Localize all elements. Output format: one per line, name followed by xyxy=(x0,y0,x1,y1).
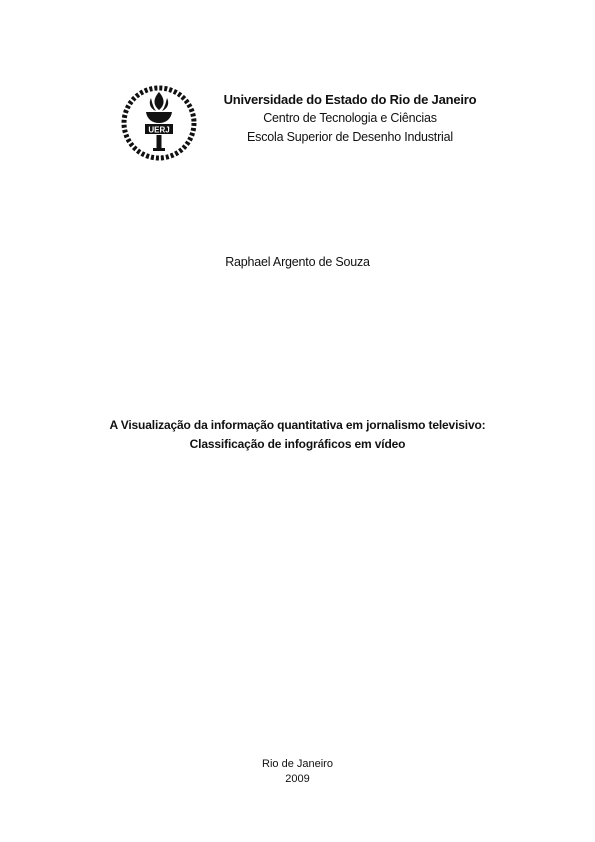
place-and-date xyxy=(0,757,595,787)
university-name: Universidade do Estado do Rio de Janeiro xyxy=(223,92,477,107)
uerj-logo xyxy=(118,82,200,164)
thesis-title xyxy=(60,416,535,454)
author-name: Raphael Argento de Souza xyxy=(225,255,370,269)
institution-header xyxy=(200,90,500,147)
title-line-2: Classificação de infográficos em vídeo xyxy=(189,437,406,451)
year: 2009 xyxy=(285,773,310,785)
logo-text: UERJ xyxy=(148,125,170,135)
center-name: Centro de Tecnologia e Ciências xyxy=(263,111,437,125)
title-line-1: A Visualização da informação quantitativa em jornalismo televisivo: xyxy=(109,418,486,432)
school-name: Escola Superior de Desenho Industrial xyxy=(247,130,453,144)
city: Rio de Janeiro xyxy=(262,758,333,770)
